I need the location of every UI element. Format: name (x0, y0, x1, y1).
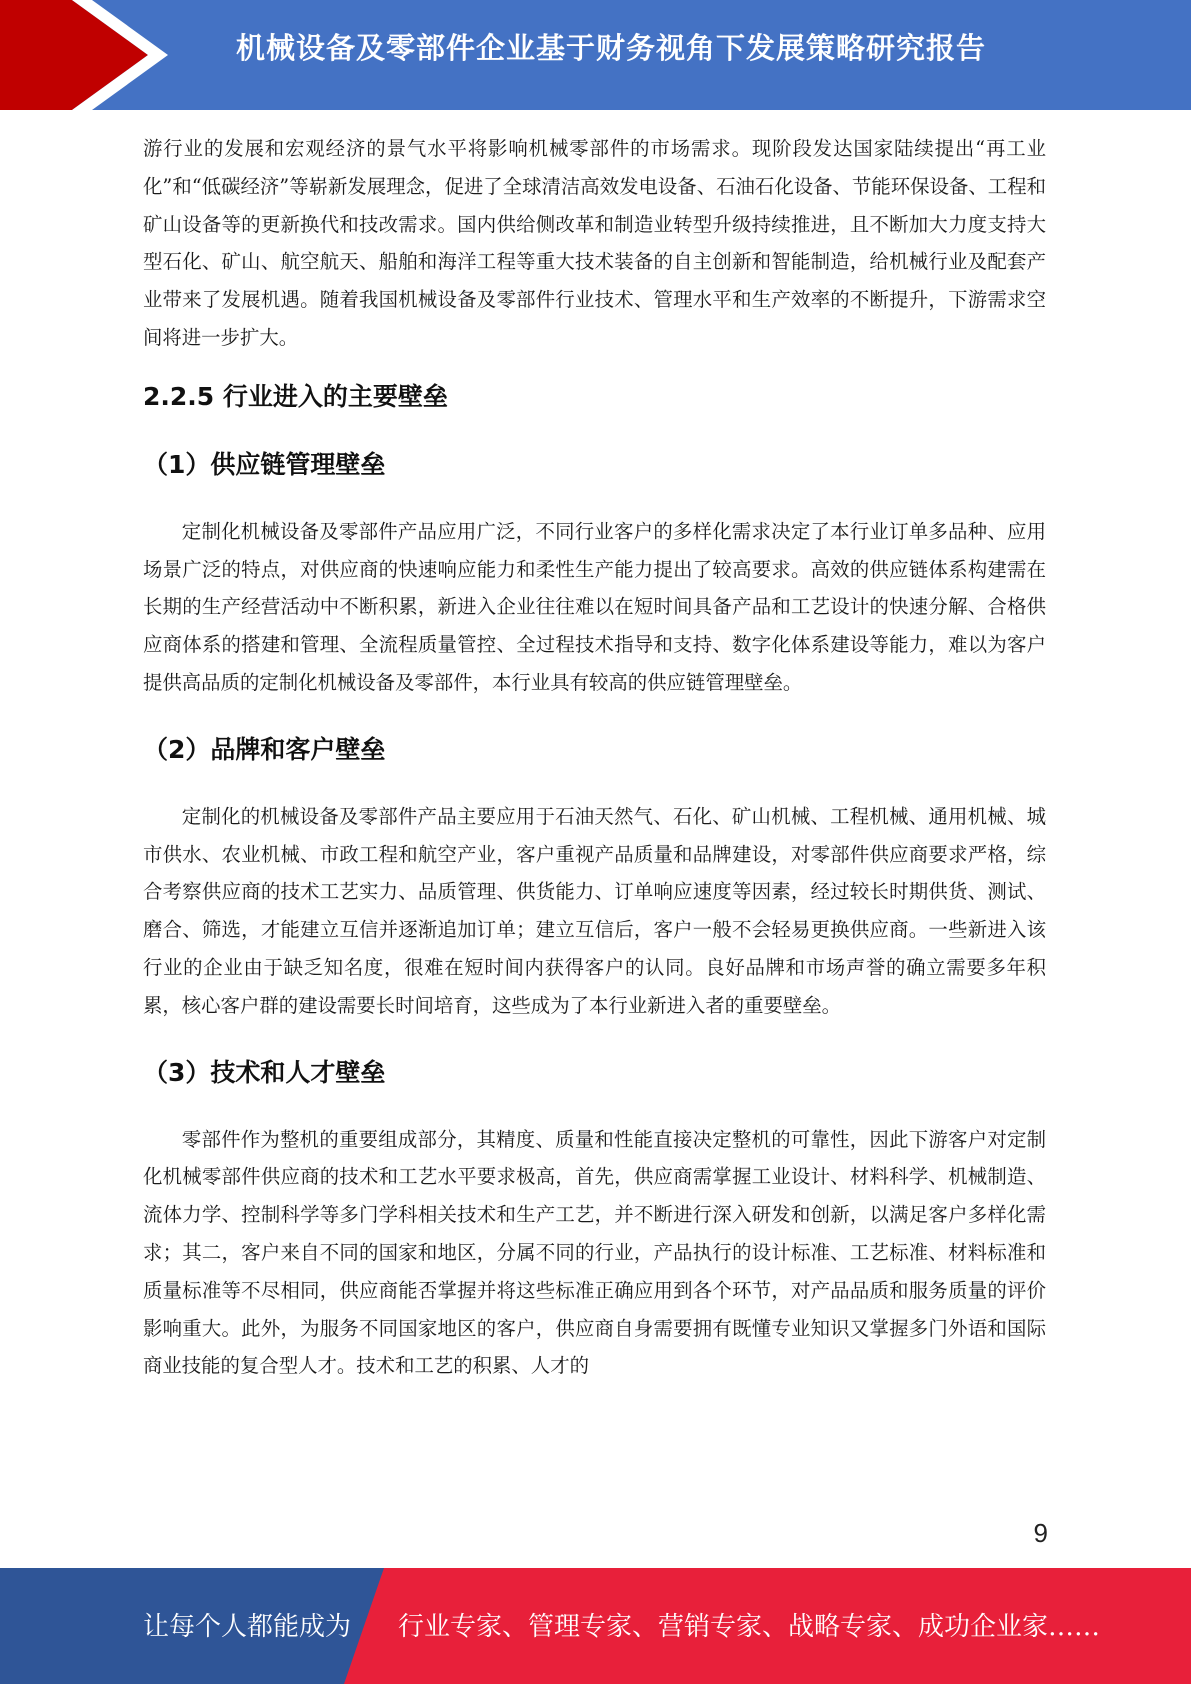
footer-slogan-left: 让每个人都能成为 (143, 1612, 352, 1642)
subsection-paragraph-tech-talent: 零部件作为整机的重要组成部分，其精度、质量和性能直接决定整机的可靠性，因此下游客户对定制化机械零部件供应商的技术和工艺水平要求极高，首先，供应商需掌握工业设计、材料科学、机械制造、流体力学、控制科学等多门学科相关技术和生产工艺，并不断进行深入研发和创新，以满足客户多样化需求；其二，客户来自不同的国家和地区，分属不同的行业，产品执行的设计标准、工艺标准、材料标准和质量标准等不尽相同，供应商能否掌握并将这些标准正确应用到各个环节，对产品品质和服务质量的评价影响重大。此外，为服务不同国家地区的客户，供应商自身需要拥有既懂专业知识又掌握多门外语和国际商业技能的复合型人才。技术和工艺的积累、人才的 (143, 1127, 1046, 1378)
subsection-heading-brand-customer: （2）品牌和客户壁垒 (143, 734, 386, 764)
page-content (143, 130, 1046, 1385)
subsection-heading-supply-chain: （1）供应链管理壁垒 (143, 449, 386, 479)
footer-slogan-right: 行业专家、管理专家、营销专家、战略专家、成功企业家…… (398, 1612, 1101, 1642)
report-title: 机械设备及零部件企业基于财务视角下发展策略研究报告 (236, 31, 987, 65)
section-heading: 2.2.5 行业进入的主要壁垒 (143, 381, 448, 411)
subsection-paragraph-supply-chain: 定制化机械设备及零部件产品应用广泛，不同行业客户的多样化需求决定了本行业订单多品种、应用场景广泛的特点，对供应商的快速响应能力和柔性生产能力提出了较高要求。高效的供应链体系构建需在长期的生产经营活动中不断积累，新进入企业往往难以在短时间具备产品和工艺设计的快速分解、合格供应商体系的搭建和管理、全流程质量管控、全过程技术指导和支持、数字化体系建设等能力，难以为客户提供高品质的定制化机械设备及零部件，本行业具有较高的供应链管理壁垒。 (143, 519, 1046, 694)
subsection-heading-tech-talent: （3）技术和人才壁垒 (143, 1057, 386, 1087)
page-number: 9 (1033, 1518, 1048, 1548)
intro-paragraph: 游行业的发展和宏观经济的景气水平将影响机械零部件的市场需求。现阶段发达国家陆续提出“再工业化”和“低碳经济”等崭新发展理念，促进了全球清洁高效发电设备、石油石化设备、节能环保设备、工程和矿山设备等的更新换代和技改需求。国内供给侧改革和制造业转型升级持续推进，且不断加大力度支持大型石化、矿山、航空航天、船舶和海洋工程等重大技术装备的自主创新和智能制造，给机械行业及配套产业带来了发展机遇。随着我国机械设备及零部件行业技术、管理水平和生产效率的不断提升，下游需求空间将进一步扩大。 (143, 137, 1046, 349)
page-header (0, 0, 1191, 110)
page-footer (0, 1568, 1191, 1684)
subsection-paragraph-brand-customer: 定制化的机械设备及零部件产品主要应用于石油天然气、石化、矿山机械、工程机械、通用机械、城市供水、农业机械、市政工程和航空产业，客户重视产品质量和品牌建设，对零部件供应商要求严格，综合考察供应商的技术工艺实力、品质管理、供货能力、订单响应速度等因素，经过较长时期供货、测试、磨合、筛选，才能建立互信并逐渐追加订单；建立互信后，客户一般不会轻易更换供应商。一些新进入该行业的企业由于缺乏知名度，很难在短时间内获得客户的认同。良好品牌和市场声誉的确立需要多年积累，核心客户群的建设需要长时间培育，这些成为了本行业新进入者的重要壁垒。 (143, 804, 1046, 1017)
